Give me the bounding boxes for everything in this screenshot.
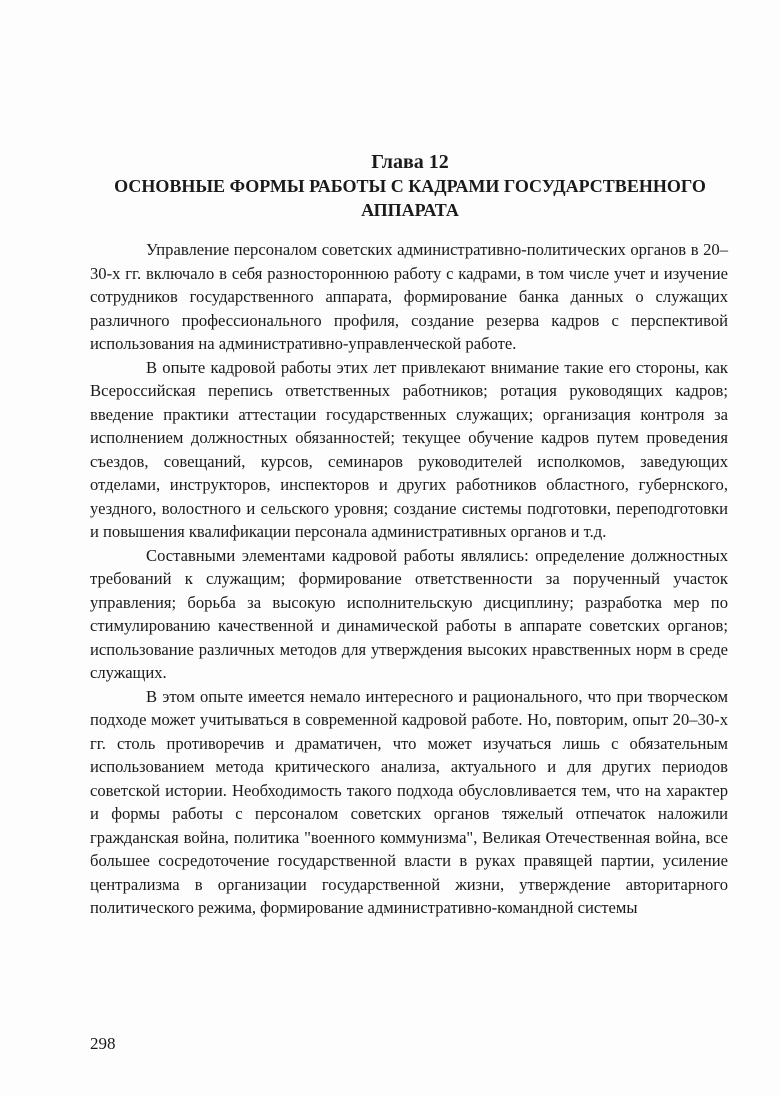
paragraph: Управление персоналом советских административно-политических органов в 20–30-х гг. включало в себя разностороннюю работу с кадрами, в том числе учет и изучение сотрудников государственного аппарата, формирование банка данных о служащих различного профессионального профиля, создание резерва кадров с перспективой использования на административно-управленческой работе. <box>90 240 728 353</box>
page-number: 298 <box>90 1034 116 1053</box>
chapter-body <box>90 238 728 920</box>
paragraph: Составными элементами кадровой работы являлись: определение должностных требований к служащим; формирование ответственности за порученный участок управления; борьба за высокую исполнительскую дисциплину; разработка мер по стимулированию качественной и динамической работы в аппарате советских органов; использование различных методов для утверждения высоких нравственных норм в среде служащих. <box>90 545 728 682</box>
chapter-header <box>90 150 730 222</box>
paragraph: В этом опыте имеется немало интересного и рационального, что при творческом подходе может учитываться в современной кадровой работе. Но, повторим, опыт 20–30-х гг. столь противоречив и драматичен, что может изучаться лишь с обязательным использованием метода критического анализа, актуального и для других периодов советской истории. Необходимость такого подхода обусловливается тем, что на характер и формы работы с персоналом советских органов тяжелый отпечаток наложили гражданская война, политика "военного коммунизма", Великая Отечественная война, все большее сосредоточение государственной власти в руках правящей партии, усиление централизма в организации государственной жизни, утверждение авторитарного политического режима, формирование административно-командной системы <box>90 686 728 917</box>
chapter-label: Глава 12 <box>371 151 449 173</box>
chapter-title: ОСНОВНЫЕ ФОРМЫ РАБОТЫ С КАДРАМИ ГОСУДАРСТВЕННОГО АППАРАТА <box>114 176 706 220</box>
paragraph: В опыте кадровой работы этих лет привлекают внимание такие его стороны, как Всероссийская перепись ответственных работников; ротация руководящих кадров; введение практики аттестации государственных служащих; организация контроля за исполнением должностных обязанностей; текущее обучение кадров путем проведения съездов, совещаний, курсов, семинаров руководителей исполкомов, заведующих отделами, инструкторов, инспекторов и других работников областного, губернского, уездного, волостного и сельского уровня; создание системы подготовки, переподготовки и повышения квалификации персонала административных органов и т.д. <box>90 357 728 541</box>
